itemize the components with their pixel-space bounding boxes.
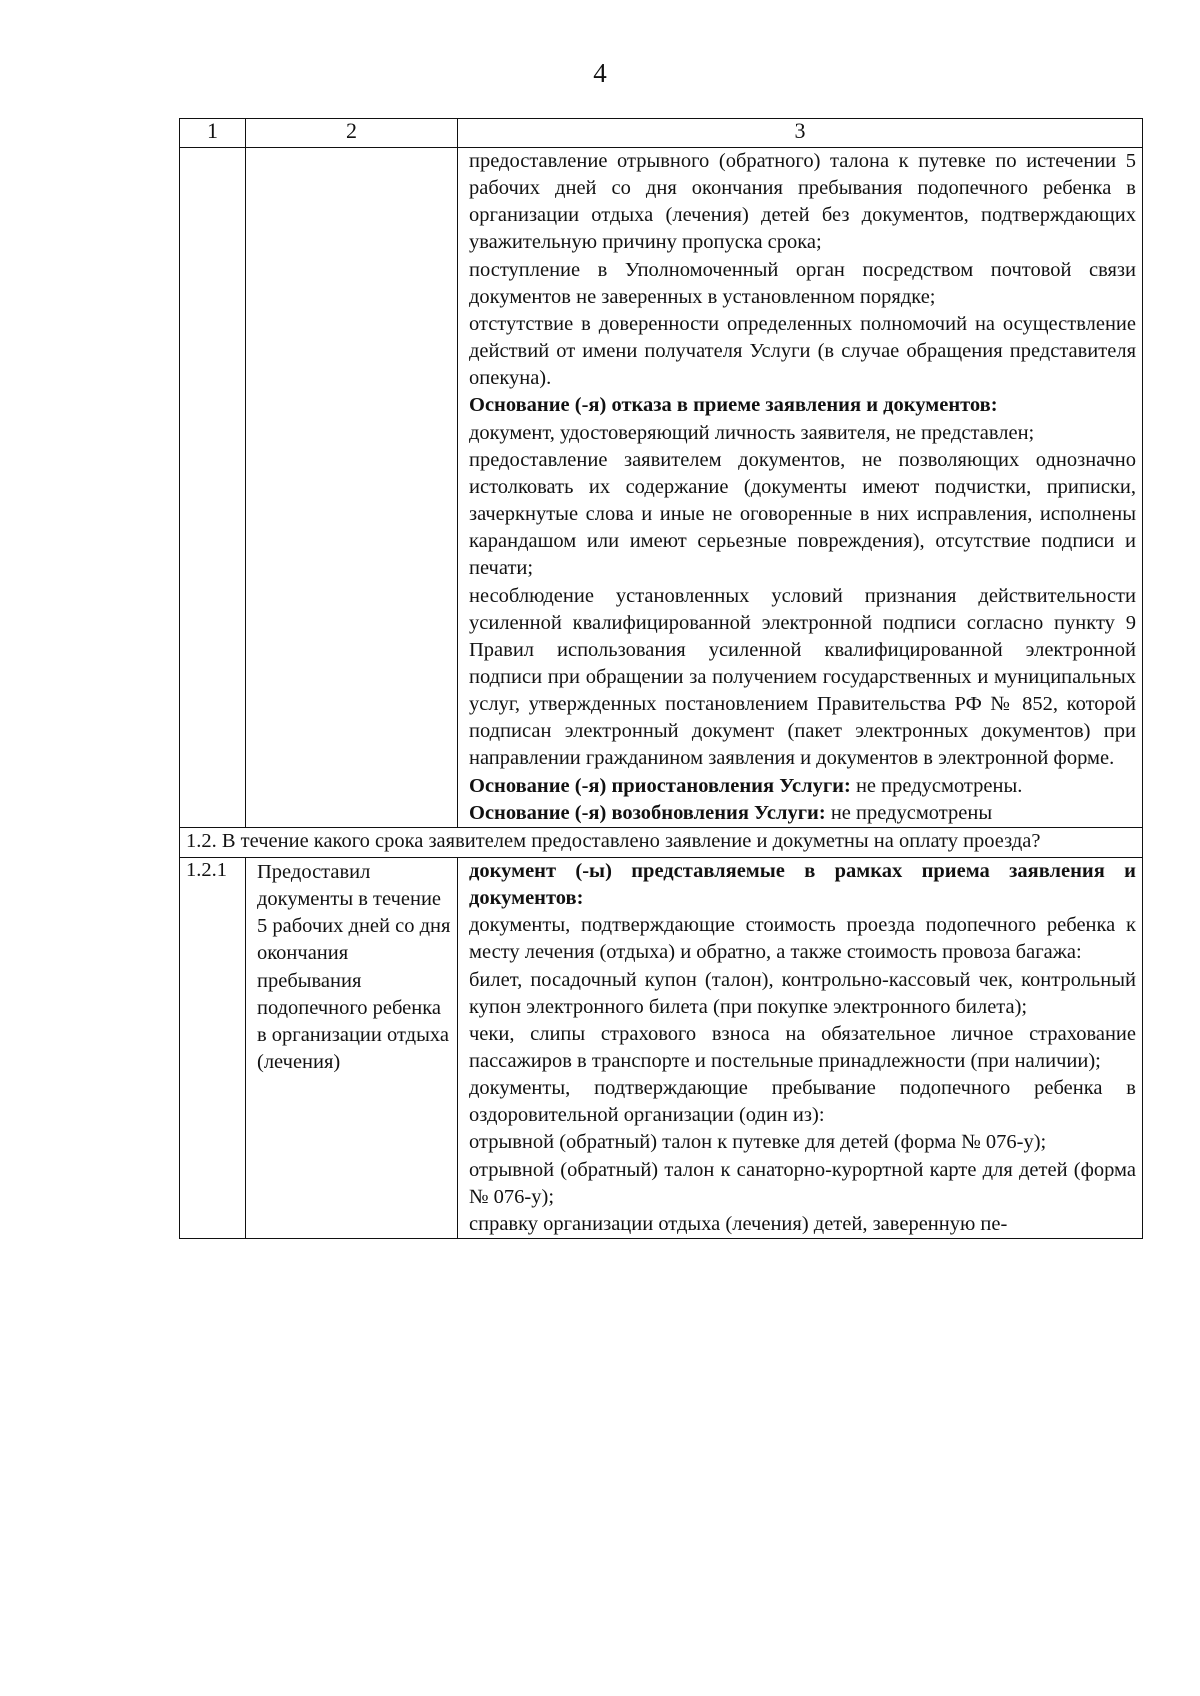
refusal-item: несоблюдение установленных условий признания действительности усиленной квалифицированной электронной подписи согласно пункту 9 Правил использования усиленной квалифицированной электронной подписи при обращении за получением государственных и муниципальных услуг, утвержденных постановлением Правительства РФ № 852, которой подписан электронный документ (пакет электронных документов) при направлении гражданином заявления и документов в электронной форме. <box>469 584 1136 770</box>
refusal-heading: Основание (-я) отказа в приеме заявления и документов: <box>469 394 998 417</box>
document-table <box>179 118 1143 1239</box>
table-row-1-2-1 <box>180 857 1143 1238</box>
document-item: чеки, слипы страхового взноса на обязательное личное страхование пассажиров в транспорте и постельные принадлежности (при наличии); <box>469 1022 1136 1072</box>
paragraph: отстутствие в доверенности определенных полномочий на осуществление действий от имени получателя Услуги (в случае обращения представителя опекуна). <box>469 312 1136 390</box>
suspension-paragraph <box>469 773 1136 800</box>
resumption-text: не предусмотрены <box>825 801 993 824</box>
paragraph: предоставление отрывного (обратного) талона к путевке по истечении 5 рабочих дней со дня окончания пребывания подопечного ребенка в организации отдыха (лечения) детей без документов, подтверждающих уважительную причину пропуска срока; <box>469 150 1136 254</box>
question-cell: 1.2. В течение какого срока заявителем предоставлено заявление и докуметны на оплату проезда? <box>180 827 1143 857</box>
column-header-3: 3 <box>458 119 1143 148</box>
document-item: отрывной (обратный) талон к путевке для детей (форма № 076-у); <box>469 1131 1047 1154</box>
cell-description <box>458 148 1143 828</box>
page-number: 4 <box>593 58 607 88</box>
criterion-text: Предоставил документы в течение 5 рабочих дней со дня окончания пребывания подопечного ребенка в организации отдыха (лечения) <box>257 860 451 1073</box>
document-item: справку организации отдыха (лечения) детей, заверенную пе- <box>469 1212 1008 1235</box>
documents-cell <box>458 857 1143 1238</box>
row-number: 1.2.1 <box>180 857 246 1238</box>
refusal-item: документ, удостоверяющий личность заявителя, не представлен; <box>469 421 1035 444</box>
criterion-cell <box>246 857 458 1238</box>
suspension-text: не предусмотрены. <box>850 774 1023 797</box>
cell-number-empty <box>180 148 246 828</box>
column-header-2: 2 <box>246 119 458 148</box>
cell-criterion-empty <box>246 148 458 828</box>
table-header-row <box>180 119 1143 148</box>
document-item: документы, подтверждающие стоимость проезда подопечного ребенка к месту лечения (отдыха) и обратно, а также стоимость провоза багажа: <box>469 914 1136 964</box>
column-header-1: 1 <box>180 119 246 148</box>
paragraph: поступление в Уполномоченный орган посредством почтовой связи документов не заверенных в установленном порядке; <box>469 258 1136 308</box>
document-item: отрывной (обратный) талон к санаторно-курортной карте для детей (форма № 076-у); <box>469 1158 1136 1208</box>
suspension-heading: Основание (-я) приостановления Услуги: <box>469 774 851 797</box>
table-row-continuation <box>180 148 1143 828</box>
table-row-question <box>180 827 1143 857</box>
documents-heading: документ (-ы) представляемые в рамках приема заявления и документов: <box>469 859 1136 910</box>
resumption-paragraph <box>469 800 1136 827</box>
document-item: билет, посадочный купон (талон), контрольно-кассовый чек, контрольный купон электронного билета (при покупке электронного билета); <box>469 968 1136 1018</box>
resumption-heading: Основание (-я) возобновления Услуги: <box>469 801 826 824</box>
document-item: документы, подтверждающие пребывание подопечного ребенка в оздоровительной организации (один из): <box>469 1077 1136 1127</box>
refusal-item: предоставление заявителем документов, не позволяющих однозначно истолковать их содержание (документы имеют подчистки, приписки, зачеркнутые слова и иные не оговоренные в них исправления, исполнены карандашом или имеют серьезные повреждения), отсутствие подписи и печати; <box>469 448 1136 580</box>
